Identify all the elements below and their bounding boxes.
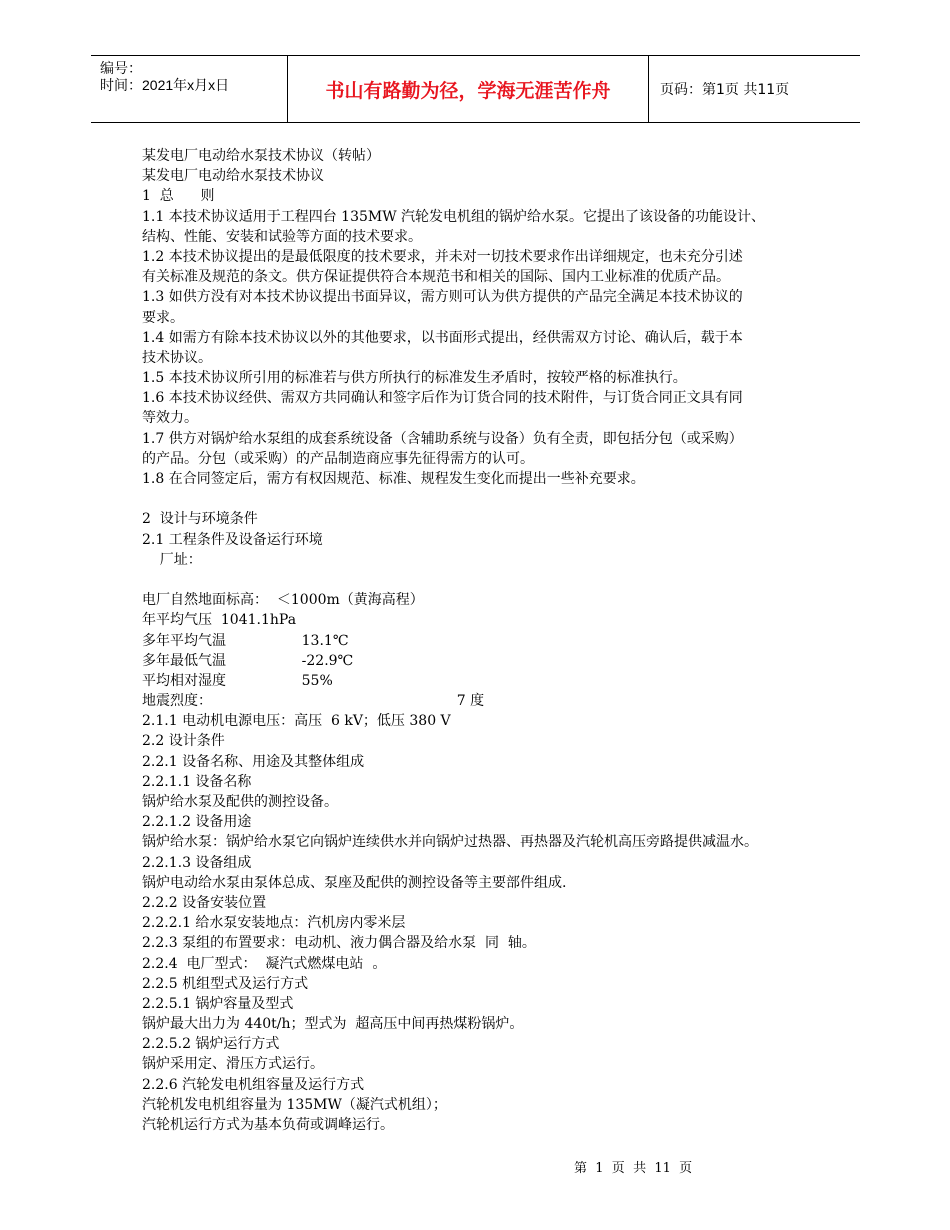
body-line: 锅炉给水泵及配供的测控设备。 <box>142 794 338 810</box>
body-line: 1.2 本技术协议提出的是最低限度的技术要求，并未对一切技术要求作出详细规定，也未充分引述 <box>142 248 743 265</box>
body-line: 2 设计与环境条件 <box>142 511 258 528</box>
body-line: 1.6 本技术协议经供、需双方共同确认和签字后作为订货合同的技术附件，与订货合同正文具有同 <box>142 390 743 407</box>
blank-line <box>142 489 822 509</box>
body-line: 1.4 如需方有除本技术协议以外的其他要求，以书面形式提出，经供需双方讨论、确认后，载于本 <box>142 329 743 346</box>
body-line: 2.2.4 电厂型式： 凝汽式燃煤电站 。 <box>142 955 387 972</box>
body-line: 年平均气压 1041.1hPa <box>142 612 297 629</box>
document-number-label: 编号： <box>100 60 142 76</box>
body-line: 的产品。分包（或采购）的产品制造商应事先征得需方的认可。 <box>142 450 534 467</box>
body-line: 平均相对湿度 55% <box>142 672 333 689</box>
body-line: 2.1 工程条件及设备运行环境 <box>142 531 323 548</box>
body-line: 1.3 如供方没有对本技术协议提出书面异议，需方则可认为供方提供的产品完全满足本技术协议的 <box>142 289 743 306</box>
body-line: 2.2.1.1 设备名称 <box>142 773 252 790</box>
body-line: 等效力。 <box>142 410 198 427</box>
body-line: 要求。 <box>142 309 184 326</box>
body-line: 2.2.1 设备名称、用途及其整体组成 <box>142 753 365 770</box>
body-line: 2.2.5.1 锅炉容量及型式 <box>142 995 294 1012</box>
body-line: 2.2.1.2 设备用途 <box>142 814 252 831</box>
body-line: 厂址： <box>142 551 202 568</box>
body-line: 2.2.1.3 设备组成 <box>142 854 252 871</box>
body-line: 2.2.5 机组型式及运行方式 <box>142 975 309 992</box>
body-line: 地震烈度： 7 度 <box>142 693 485 710</box>
body-line: 2.2.2.1 给水泵安装地点：汽机房内零米层 <box>142 915 406 932</box>
body-line: 1.5 本技术协议所引用的标准若与供方所执行的标准发生矛盾时，按较严格的标准执行。 <box>142 370 687 387</box>
body-line: 2.2 设计条件 <box>142 733 225 750</box>
document-body <box>142 146 822 1135</box>
body-line: 2.1.1 电动机电源电压：高压 6 kV；低压 380 V <box>142 713 451 730</box>
body-line: 某发电厂电动给水泵技术协议（转帖） <box>142 148 380 164</box>
document-time: 时间：2021年x月x日 <box>100 77 230 93</box>
body-line: 汽轮机发电机组容量为 135MW（凝汽式机组）； <box>142 1096 447 1113</box>
body-line: 锅炉给水泵：锅炉给水泵它向锅炉连续供水并向锅炉过热器、再热器及汽轮机高压旁路提供减温水。 <box>142 834 758 851</box>
page-header <box>91 55 860 123</box>
header-meta <box>91 56 287 122</box>
body-line: 锅炉采用定、滑压方式运行。 <box>142 1056 324 1073</box>
body-line: 1.8 在合同签定后，需方有权因规范、标准、规程发生变化而提出一些补充要求。 <box>142 471 645 487</box>
body-line: 2.2.2 设备安装位置 <box>142 894 267 911</box>
body-line: 有关标准及规范的条文。供方保证提供符合本规范书和相关的国际、国内工业标准的优质产品。 <box>142 269 730 286</box>
body-line: 某发电厂电动给水泵技术协议 <box>142 168 324 185</box>
body-line: 锅炉电动给水泵由泵体总成、泵座及配供的测控设备等主要部件组成. <box>142 874 567 891</box>
header-page-info: 页码：第1页 共11页 <box>660 82 790 98</box>
body-line: 电厂自然地面标高： ＜1000m（黄海高程） <box>142 592 424 609</box>
body-line: 技术协议。 <box>142 349 212 366</box>
body-line: 1.7 供方对锅炉给水泵组的成套系统设备（含辅助系统与设备）负有全责，即包括分包（或采购） <box>142 430 743 447</box>
body-line: 1 总 则 <box>142 188 215 205</box>
body-line: 2.2.3 泵组的布置要求：电动机、液力偶合器及给水泵 同 轴。 <box>142 935 536 952</box>
body-line: 锅炉最大出力为 440t/h；型式为 超高压中间再热煤粉锅炉。 <box>142 1016 524 1033</box>
body-line: 多年最低气温 -22.9℃ <box>142 652 354 669</box>
blank-line <box>142 570 822 590</box>
body-line: 2.2.5.2 锅炉运行方式 <box>142 1036 280 1053</box>
header-motto: 书山有路勤为径，学海无涯苦作舟 <box>287 56 649 122</box>
body-line: 多年平均气温 13.1℃ <box>142 632 349 649</box>
body-line: 结构、性能、安装和试验等方面的技术要求。 <box>142 228 422 245</box>
body-line: 汽轮机运行方式为基本负荷或调峰运行。 <box>142 1117 394 1133</box>
body-line: 2.2.6 汽轮发电机组容量及运行方式 <box>142 1076 365 1093</box>
page-footer: 第 1 页 共 11 页 <box>574 1161 693 1176</box>
body-line: 1.1 本技术协议适用于工程四台 135MW 汽轮发电机组的锅炉给水泵。它提出了该设备的功能设计、 <box>142 208 766 225</box>
